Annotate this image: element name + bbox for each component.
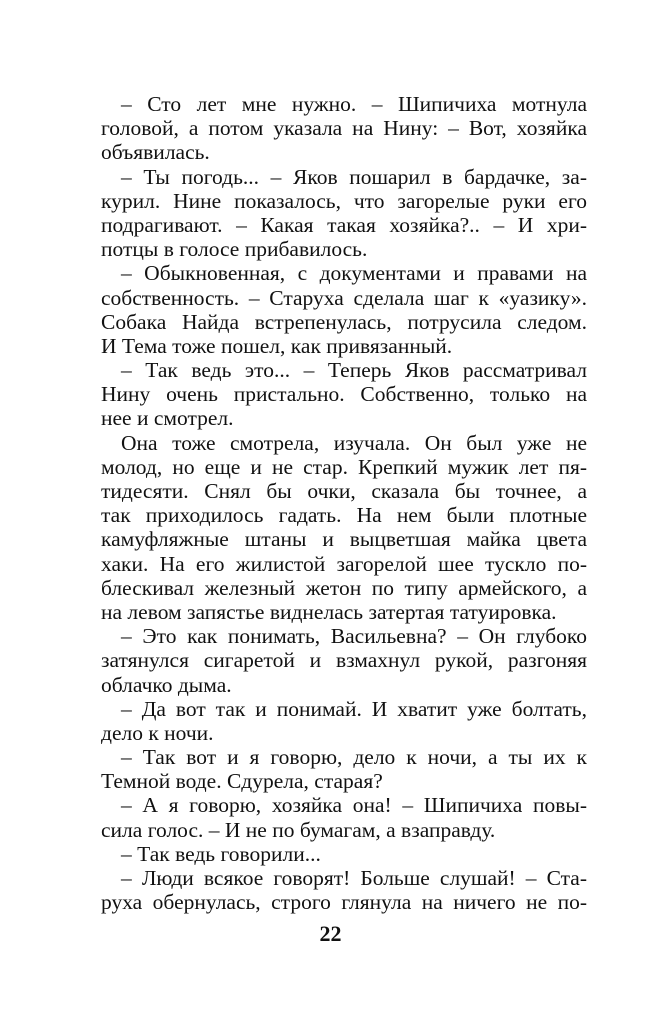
text-line: хаки. На его жилистой загорелой шее тускло по- (101, 551, 587, 576)
text-line: курил. Нине показалось, что загорелые руки его (101, 188, 587, 213)
paragraph (101, 793, 587, 841)
text-line: Собака Найда встрепенулась, потрусила следом. (101, 309, 587, 334)
text-line: – Ты погодь... – Яков пошарил в бардачке, за- (121, 164, 587, 189)
text-line: руха обернулась, строго глянула на ничего не по- (101, 890, 587, 915)
paragraph (101, 866, 587, 914)
text-line: сила голос. – И не по бумагам, а взаправду. (101, 817, 496, 842)
paragraph (101, 358, 587, 431)
text-line: дело к ночи. (101, 720, 214, 745)
text-line: подрагивают. – Какая такая хозяйка?.. – И хри- (101, 212, 587, 237)
paragraph (101, 92, 587, 165)
paragraph (101, 842, 587, 866)
text-line: на левом запястье виднелась затертая татуировка. (101, 599, 557, 624)
text-line: – Люди всякое говорят! Больше слушай! – Ста- (121, 866, 587, 890)
paragraph (101, 697, 587, 745)
text-line: объявилась. (101, 140, 210, 165)
paragraph (101, 624, 587, 697)
text-line: – Да вот так и понимай. И хватит уже болтать, (121, 696, 587, 721)
paragraph (101, 165, 587, 262)
text-line: – Сто лет мне нужно. – Шипичиха мотнула (121, 92, 587, 116)
text-line: – Обыкновенная, с документами и правами на (121, 261, 587, 286)
paragraph (101, 745, 587, 793)
text-line: Темной воде. Сдурела, старая? (101, 769, 383, 794)
text-line: нее и смотрел. (101, 406, 234, 431)
text-line: головой, а потом указала на Нину: – Вот, хозяйка (101, 116, 587, 141)
text-line: собственность. – Старуха сделала шаг к «уазику». (101, 285, 587, 310)
text-line: – Так ведь это... – Теперь Яков рассматривал (121, 358, 587, 383)
text-line: блескивал железный жетон по типу армейского, а (101, 575, 587, 600)
text-line: – Это как понимать, Васильевна? – Он глубоко (121, 624, 587, 649)
paragraph (101, 261, 587, 358)
text-line: И Тема тоже пошел, как привязанный. (101, 333, 453, 358)
text-line: так приходилось гадать. На нем были плотные (101, 503, 587, 528)
text-line: камуфляжные штаны и выцветшая майка цвета (101, 527, 587, 552)
text-line: – А я говорю, хозяйка она! – Шипичиха повы- (121, 793, 587, 818)
text-line: – Так ведь говорили... (121, 841, 321, 866)
text-line: тидесяти. Снял бы очки, сказала бы точнее, а (101, 479, 587, 503)
paragraph (101, 431, 587, 625)
text-line: молод, но еще и не стар. Крепкий мужик лет пя- (101, 454, 587, 479)
text-line: затянулся сигаретой и взмахнул рукой, разгоняя (101, 648, 587, 673)
text-line: Нину очень пристально. Собственно, только на (101, 382, 587, 407)
text-line: – Так вот и я говорю, дело к ночи, а ты их к (121, 745, 587, 770)
body-text (101, 92, 587, 914)
text-line: облачко дыма. (101, 672, 232, 697)
text-line: потцы в голосе прибавилось. (101, 237, 368, 262)
page-number: 22 (319, 921, 342, 946)
text-line: Она тоже смотрела, изучала. Он был уже не (121, 430, 587, 455)
